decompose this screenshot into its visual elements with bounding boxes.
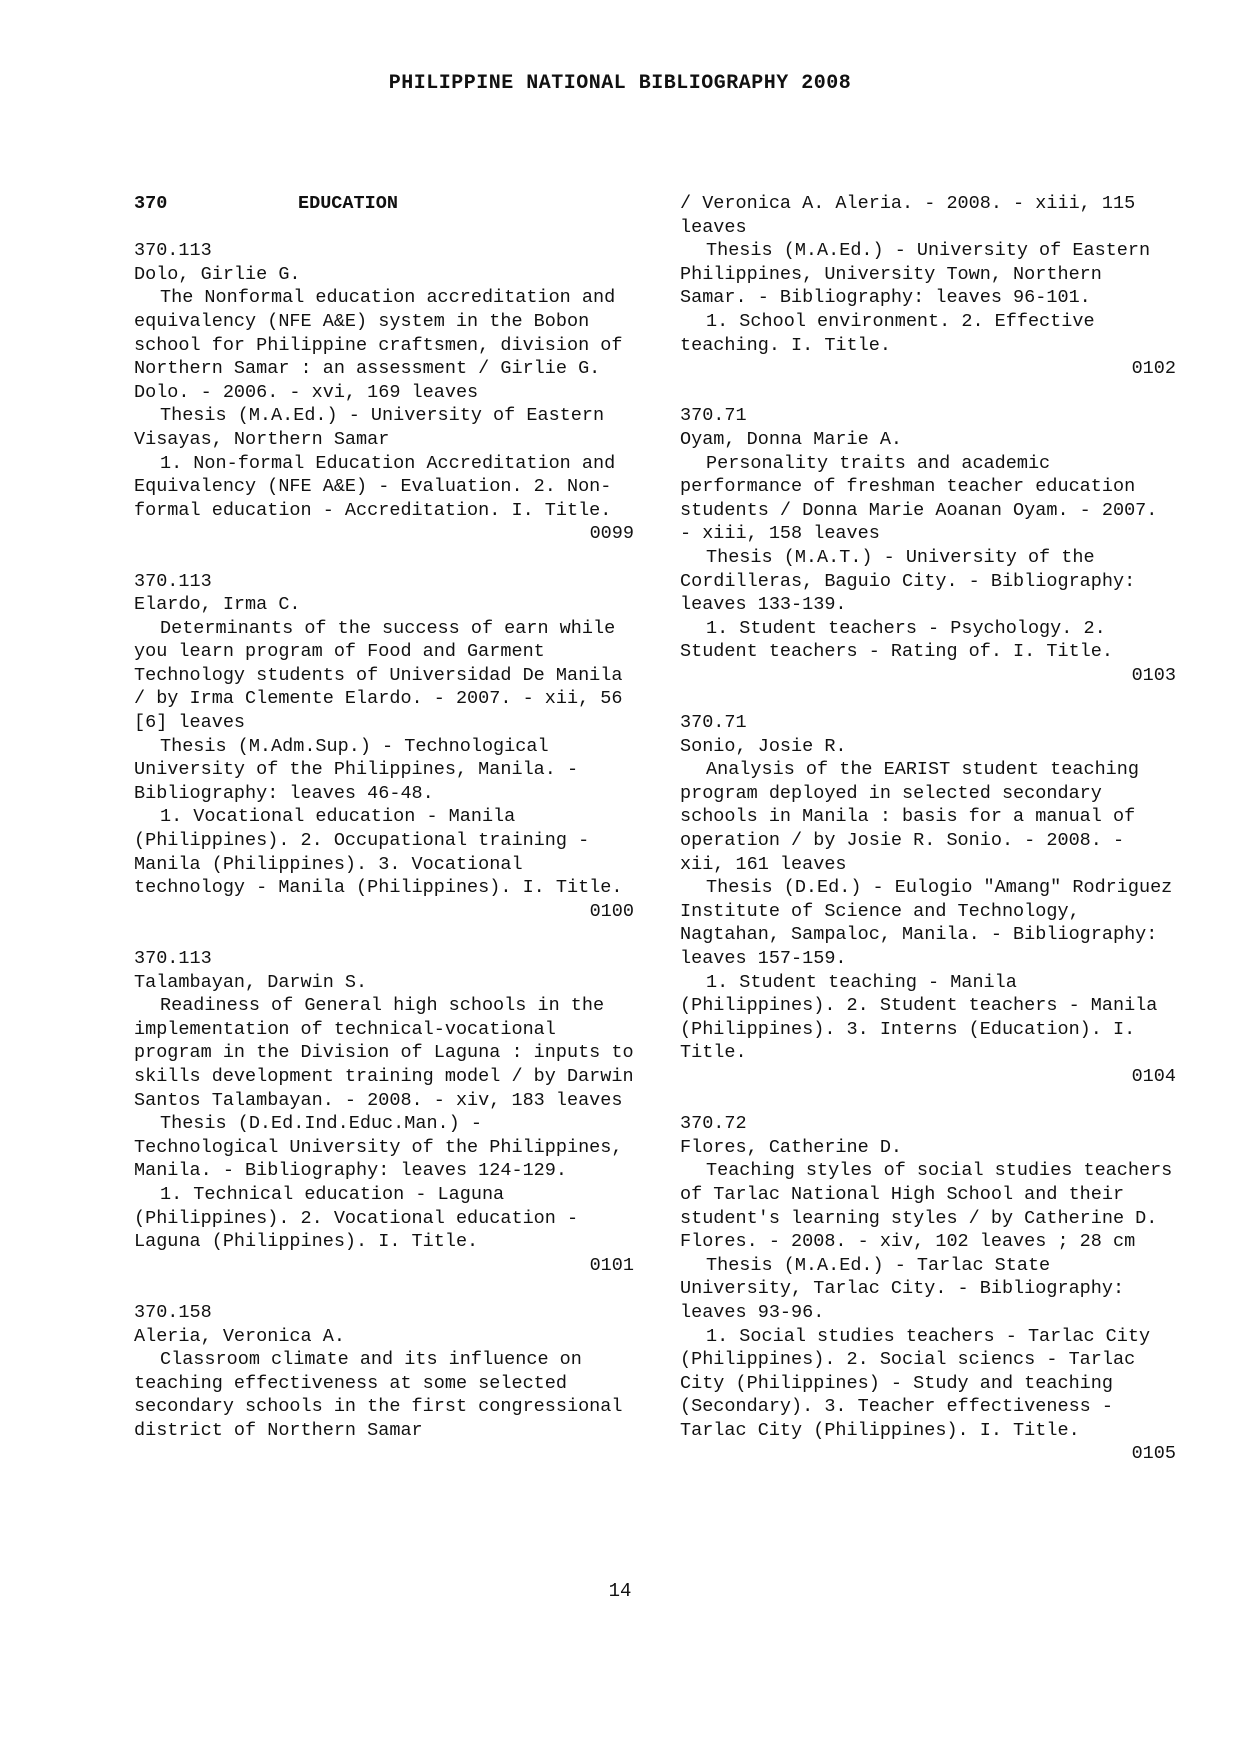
class-number: 370.113 — [134, 948, 212, 969]
subject-tracings: 1. School environment. 2. Effective teaching. I. Title. — [680, 310, 1106, 356]
control-number: 0103 — [1131, 664, 1176, 686]
title-statement-part1: Classroom climate and its influence on teaching effectiveness at some selected secondary schools in the first congressional district of Northern Samar — [134, 1349, 634, 1441]
right-column — [680, 192, 1184, 1490]
subject-tracings: 1. Non-formal Education Accreditation and Equivalency (NFE A&E) - Evaluation. 2. Non-formal education - Accreditation. I. Title. — [134, 452, 627, 521]
class-number: 370.113 — [134, 570, 212, 592]
class-number: 370.72 — [680, 1113, 747, 1135]
thesis-note: Thesis (M.A.Ed.) - University of Eastern Philippines, University Town, Northern Samar. - Bibliography: leaves 96-101. — [680, 240, 1162, 309]
control-number: 0104 — [1131, 1065, 1176, 1087]
bib-entry — [134, 239, 634, 546]
control-number: 0102 — [1131, 358, 1176, 380]
thesis-note: Thesis (D.Ed.) - Eulogio "Amang" Rodriguez Institute of Science and Technology, Nagtahan, Sampaloc, Manila. - Bibliography: leaves 157-159. — [680, 877, 1184, 969]
section-heading — [134, 192, 634, 216]
bib-entry — [680, 711, 1184, 1089]
author: Flores, Catherine D. — [680, 1136, 903, 1158]
page-number: 14 — [608, 1580, 632, 1602]
class-number: 370.71 — [680, 405, 747, 427]
left-column — [134, 192, 645, 1466]
bib-entry — [680, 1112, 1184, 1466]
class-number: 370.158 — [134, 1301, 212, 1323]
thesis-note: Thesis (M.A.Ed.) - University of Eastern Visayas, Northern Samar — [134, 405, 616, 450]
title-statement: Personality traits and academic performance of freshman teacher education students / Donna Marie Aoanan Oyam. - 2007. - xiii, 158 leaves — [680, 452, 1169, 545]
section-number: 370 — [134, 193, 168, 214]
class-number: 370.113 — [134, 240, 212, 262]
subject-tracings: 1. Vocational education - Manila (Philippines). 2. Occupational training - Manila (Philippines). 3. Vocational technology - Manila (Philippines). I. Title. — [134, 806, 623, 899]
control-number: 0100 — [589, 900, 634, 922]
author: Aleria, Veronica A. — [134, 1325, 345, 1347]
thesis-note: Thesis (M.Adm.Sup.) - Technological University of the Philippines, Manila. - Bibliography: leaves 46-48. — [134, 735, 590, 804]
title-statement: Teaching styles of social studies teachers of Tarlac National High School and their student's learning styles / by Catherine D. Flores. - 2008. - xiv, 102 leaves ; 28 cm — [680, 1160, 1184, 1253]
title-statement: The Nonformal education accreditation and equivalency (NFE A&E) system in the Bobon school for Philippine craftsmen, division of Northern Samar : an assessment / Girlie G. Dolo. - 2006. - xvi, 169 leaves — [134, 287, 634, 403]
subject-tracings: 1. Technical education - Laguna (Philippines). 2. Vocational education - Laguna (Philippines). I. Title. — [134, 1183, 590, 1253]
subject-tracings: 1. Student teachers - Psychology. 2. Student teachers - Rating of. I. Title. — [680, 617, 1117, 663]
author: Talambayan, Darwin S. — [134, 971, 368, 993]
thesis-note: Thesis (M.A.Ed.) - Tarlac State University, Tarlac City. - Bibliography: leaves 93-96. — [680, 1254, 1136, 1323]
page-header: PHILIPPINE NATIONAL BIBLIOGRAPHY 2008 — [388, 72, 852, 95]
author: Dolo, Girlie G. — [134, 263, 301, 285]
control-number: 0099 — [589, 523, 634, 545]
title-statement: Readiness of General high schools in the implementation of technical-vocational program in the Division of Laguna : inputs to skills development training model / by Darwin Santos Talambayan. - 2008. - xiv, 183 leaves — [134, 995, 645, 1111]
author: Sonio, Josie R. — [680, 735, 847, 757]
title-statement-part2: / Veronica A. Aleria. - 2008. - xiii, 115 leaves — [680, 193, 1147, 238]
thesis-note: Thesis (M.A.T.) - University of the Cordilleras, Baguio City. - Bibliography: leaves 133-139. — [680, 546, 1147, 616]
bib-entry-continued — [680, 192, 1176, 381]
bib-entry — [134, 570, 634, 924]
title-statement: Determinants of the success of earn while you learn program of Food and Garment Technology students of Universidad De Manila / by Irma Clemente Elardo. - 2007. - xii, 56 [6] leaves — [134, 617, 634, 734]
author: Elardo, Irma C. — [134, 594, 301, 616]
control-number: 0101 — [589, 1254, 634, 1276]
bib-entry — [680, 404, 1176, 687]
subject-tracings: 1. Social studies teachers - Tarlac City (Philippines). 2. Social sciencs - Tarlac City (Philippines) - Study and teaching (Secondary). 3. Teacher effectiveness - Tarlac City (Philippines). I. Title. — [680, 1325, 1162, 1441]
control-number: 0105 — [1131, 1443, 1176, 1465]
bib-entry — [134, 1301, 634, 1443]
section-name: EDUCATION — [298, 193, 398, 214]
bib-entry — [134, 947, 645, 1277]
author: Oyam, Donna Marie A. — [680, 428, 903, 450]
class-number: 370.71 — [680, 712, 747, 734]
title-statement: Analysis of the EARIST student teaching program deployed in selected secondary schools in Manila : basis for a manual of operation / by Josie R. Sonio. - 2008. - xii, 161 leaves — [680, 759, 1151, 875]
thesis-note: Thesis (D.Ed.Ind.Educ.Man.) - Technological University of the Philippines, Manila. - Bibliography: leaves 124-129. — [134, 1113, 634, 1182]
subject-tracings: 1. Student teaching - Manila (Philippines). 2. Student teachers - Manila (Philippines). 3. Interns (Education). I. Title. — [680, 971, 1169, 1064]
